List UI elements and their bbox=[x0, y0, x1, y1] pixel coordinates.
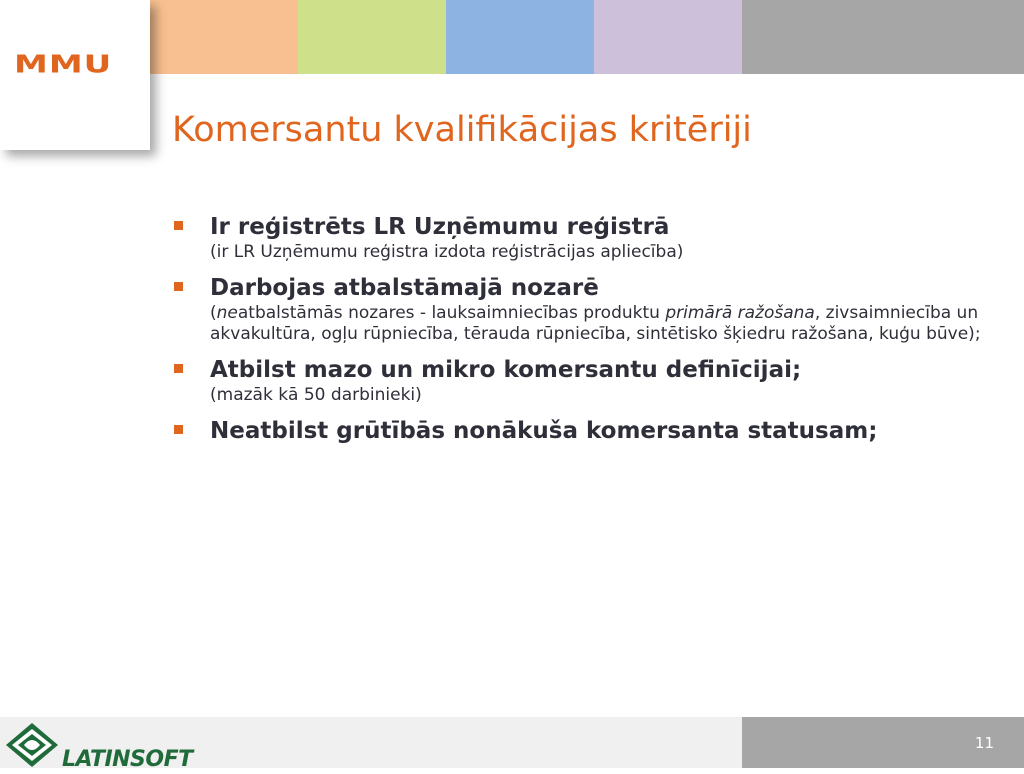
item-subtext: (mazāk kā 50 darbinieki) bbox=[210, 385, 422, 405]
band-green bbox=[298, 0, 446, 74]
mmu-logo: MMU bbox=[14, 50, 113, 79]
subtext-italic-ne: ne bbox=[216, 303, 238, 323]
page-number-box bbox=[742, 717, 1024, 768]
criteria-list bbox=[170, 212, 990, 456]
item-heading: Darbojas atbalstāmajā nozarē bbox=[210, 275, 599, 301]
item-subtext bbox=[210, 303, 990, 345]
footer bbox=[0, 717, 1024, 772]
latinsoft-wordmark: LATINSOFT bbox=[62, 747, 193, 772]
subtext-rest: , zivsaimniecība un akvakultūra, ogļu rūpniecība, tērauda rūpniecība, sintētisko šķiedru ražošana, kuģu būve); bbox=[210, 303, 981, 344]
slide-title: Komersantu kvalifikācijas kritēriji bbox=[172, 110, 752, 150]
bullet-square-icon bbox=[174, 425, 183, 434]
item-heading: Ir reģistrēts LR Uzņēmumu reģistrā bbox=[210, 214, 670, 240]
band-lilac bbox=[594, 0, 742, 74]
item-heading: Atbilst mazo un mikro komersantu definīcijai; bbox=[210, 357, 802, 383]
band-orange bbox=[150, 0, 298, 74]
bullet-square-icon bbox=[174, 364, 183, 373]
item-heading: Neatbilst grūtībās nonākuša komersanta statusam; bbox=[210, 418, 878, 444]
item-subtext: (ir LR Uzņēmumu reģistra izdota reģistrācijas apliecība) bbox=[210, 242, 684, 262]
band-gray bbox=[742, 0, 1024, 74]
subtext-prefix: ( bbox=[210, 303, 217, 323]
list-item bbox=[170, 212, 990, 263]
list-item bbox=[170, 355, 990, 406]
latinsoft-logo bbox=[4, 721, 194, 772]
bullet-square-icon bbox=[174, 282, 183, 291]
mmu-logo-box bbox=[0, 0, 150, 150]
subtext-italic-primary: primārā ražošana bbox=[665, 303, 815, 323]
list-item bbox=[170, 416, 990, 446]
list-item bbox=[170, 273, 990, 345]
bullet-square-icon bbox=[174, 221, 183, 230]
latinsoft-diamond-icon bbox=[4, 721, 64, 769]
page-number: 11 bbox=[974, 734, 994, 752]
header-color-bands bbox=[0, 0, 1024, 74]
subtext-middle: atbalstāmās nozares - lauksaimniecības produktu bbox=[237, 303, 666, 323]
band-blue bbox=[446, 0, 594, 74]
